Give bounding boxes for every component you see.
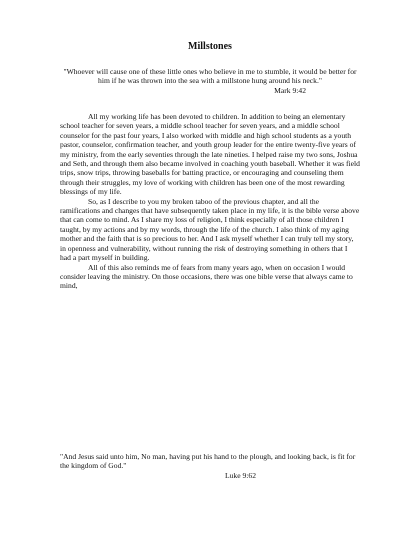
paragraph: All of this also reminds me of fears from many years ago, when on occasion I would consider leaving the ministry. On those occasions, there was one bible verse that always came to mind, [60, 262, 353, 291]
closing-quote-text: "And Jesus said unto him, No man, having put his hand to the plough, and looking back, is fit for the kingdom of God." [60, 452, 356, 471]
closing-quote [60, 452, 360, 480]
epigraph-text: "Whoever will cause one of these little ones who believe in me to stumble, it would be better for him if he was thrown into the sea with a millstone hung around his neck." [63, 67, 357, 86]
epigraph-reference: Mark 9:42 [274, 85, 306, 95]
closing-quote-reference: Luke 9:62 [224, 470, 256, 480]
body-text [60, 112, 360, 291]
epigraph [60, 67, 360, 95]
paragraph: So, as I describe to you my broken taboo of the previous chapter, and all the ramifications and changes that have subsequently taken place in my life, it is the bible verse above that can come to mind. As I share my loss of religion, I think especially of all those children I taught, by my actions and by my words, through the life of the church. I also think of my aging mother and the faith that is so precious to her. And I ask myself whether I can truly tell my story, in openness and vulnerability, without running the risk of destroying something in others that I had a part myself in building. [60, 196, 360, 263]
page-title: Millstones [188, 41, 232, 52]
paragraph: All my working life has been devoted to children. In addition to being an elementary school teacher for seven years, a middle school teacher for seven years, and a middle school counselor for the past four years, I also worked with middle and high school students as a youth pastor, counselor, confirmation teacher, and youth group leader for the entire twenty-five years of my ministry, from the early seventies through the late nineties. I helped raise my two sons, Joshua and Seth, and through them also became involved in coaching youth baseball. Whether it was field trips, snow trips, throwing baseballs for batting practice, or encouraging and counseling them through their struggles, my love of working with children has been one of the most rewarding blessings of my life. [60, 112, 360, 197]
